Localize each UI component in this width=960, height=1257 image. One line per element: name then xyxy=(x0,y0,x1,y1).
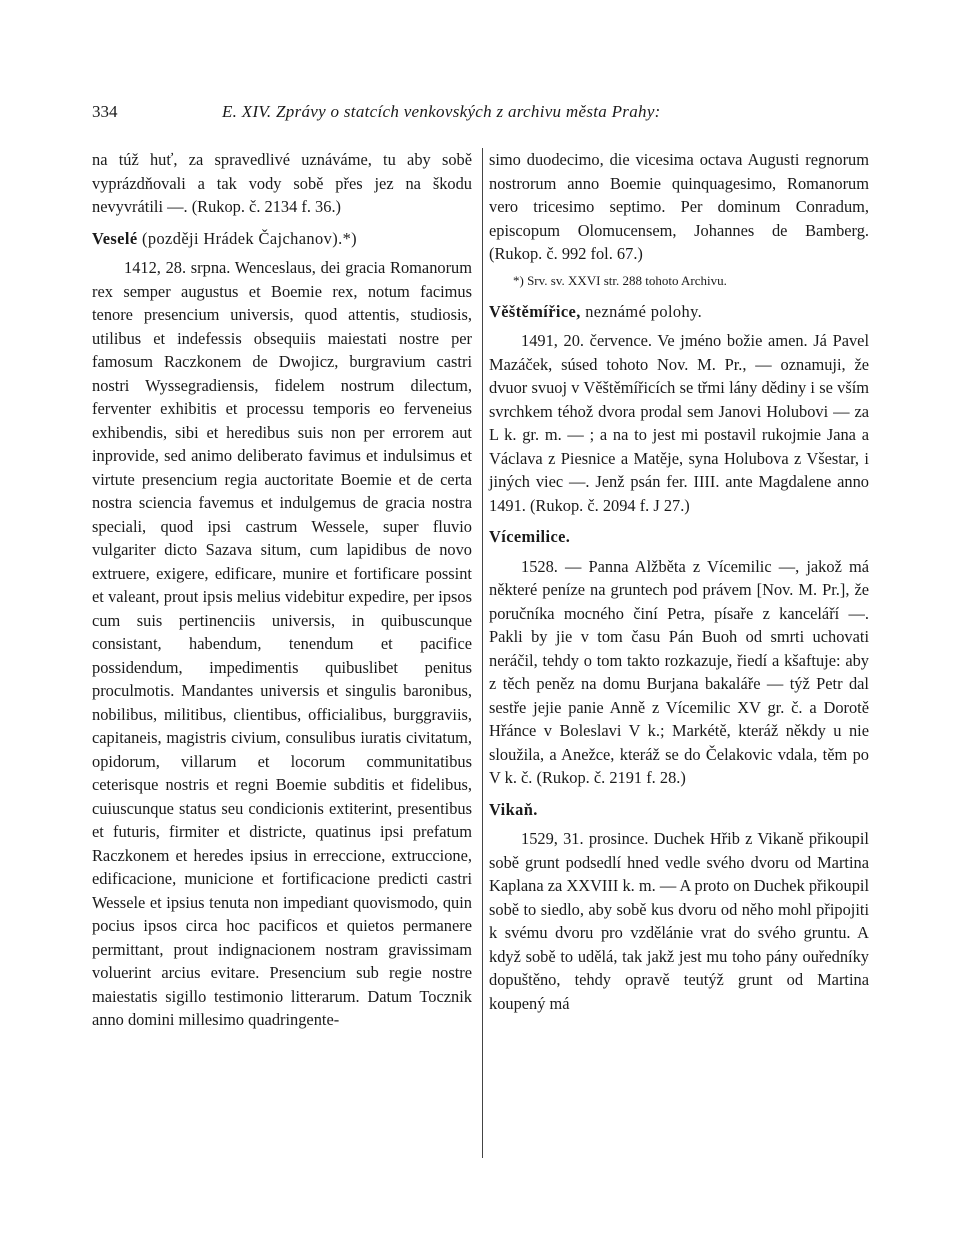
heading-subtitle: (později Hrádek Čajchanov).*) xyxy=(137,228,358,248)
left-column xyxy=(92,148,472,1032)
paragraph: 1412, 28. srpna. Wenceslaus, dei gracia Romanorum rex semper augustus et Boemie rex, notum facimus tenore presencium universis, quod attentis, studiosis, utilibus et indefessis obsequiis maiestati nostre per famosum Raczkonem de Dwojicz, burgravium castri nostri Wyssegradiensis, fidelem nostrum dilectum, ferventer exhibitis et processu temporis eo ferveneius exhibendis, sibi et heredibus suis non per errorem aut inprovide, sed animo deliberato favimus et indulsimus et virtute presencium regia auctoritate Boemie et de certa nostra sciencia favemus et indulgemus de gracia nostra speciali, quod ipsi castrum Wessele, super fluvio vulgariter dicto Sazava situm, cum lapidibus de novo extruere, exigere, edificare, munire et fortificare possint et valeant, prout ipsis melius videbitur expedire, per ipsos cum suis pertinenciis universis, in quibuscunque consistant, habendum, tenendum et pacifice possidendum, impedimentis quibuslibet penitus proculmotis. Mandantes universis et singulis baronibus, nobilibus, militibus, clientibus, officialibus, burggraviis, capitaneis, magistris civium, consulibus iuratis civitatum, opidorum, villarum et locorum communitatibus ceterisque nostris et regni Boemie subditis et fidelibus, cuiuscunque status seu condicionis extiterint, presentibus et futuris, firmiter et districte, quatinus ipsi prefatum Raczkonem et heredes ipsius in erreccione, extruccione, edificacione, municione et fortificacione predicti castri Wessele et ipsius tenuta non impediant quovismodo, quin pocius ipsos circa hoc pacificos et quietos permanere permittant, prout indignacionem nostram gravissimam voluerint arcius evitare. Presencium sub regie nostre maiestatis sigillo testimonio litterarum. Datum Tocznik anno domini millesimo quadringente- xyxy=(92,258,472,1029)
paragraph: 1491, 20. července. Ve jméno božie amen. Já Pavel Mazáček, súsed tohoto Nov. M. Pr., — oznamuji, že dvuor svuoj v Věštěmířicích se třmi lány dědiny i se vším svrchkem téhož dvora prodal sem Janovi Holubovi — za L k. gr. m. — ; a na to jest mi postavil rukojmie Jana a Václava z Piesnice a Matěje, syna Holubova z Všestar, i jiných viec —. Jenž psán fer. IIII. ante Magdalene anno 1491. (Rukop. č. 2094 f. J 27.) xyxy=(489,331,869,515)
paragraph: 1529, 31. prosince. Duchek Hřib z Vikaně přikoupil sobě grunt podsedlí hned vedle svého dvoru od Martina Kaplana za XXVIII k. m. — A proto on Duchek přikoupil sobě to siedlo, aby sobě kus dvoru od něho mohl připojiti k svému dvoru pro vzdělánie vrat do svého gruntu. A když sobě to udělá, tak jakž jest mu toho pány ouředníky dopuštěno, tehdy opravě teutýž grunt od Martina koupený má xyxy=(489,829,869,1013)
paragraph: na túž huť, za spravedlivé uznáváme, tu aby sobě vyprázdňovali a tak vody sobě přes jez na škodu nevyvrátili —. (Rukop. č. 2134 f. 36.) xyxy=(92,150,472,216)
right-column xyxy=(489,148,869,1015)
heading-name: Veselé xyxy=(92,228,138,248)
running-title: E. XIV. Zprávy o statcích venkovských z archivu města Prahy: xyxy=(222,102,661,121)
section-heading-vestemirice xyxy=(489,300,869,324)
heading-name: Věštěmířice, xyxy=(489,301,581,321)
section-heading-vikan: Vikaň. xyxy=(489,799,538,819)
paragraph: simo duodecimo, die vicesima octava Augusti regnorum nostrorum anno Boemie quinquagesimo, Romanorum vero tricesimo septimo. Per dominum Conradum, episcopum Olomucensem, Johannes de Bamberg. (Rukop. č. 992 fol. 67.) xyxy=(489,150,869,263)
paragraph: 1528. — Panna Alžběta z Vícemilic —, jakož má některé peníze na gruntech pod právem [Nov. M. Pr.], že poručníka mocného činí Petra, písaře z kanceláří —. Pakli by jie v tom času Pán Buoh od smrti uchovati neráčil, tehdy o tom takto rozkazuje, řiedí a kšaftuje: aby z těch peněz na domu Burjana bakaláře — týž Petr dal sestře jejie panie Anně z Vícemilic XV gr. č. a Dorotě Hřánce v Boleslavi V k.; Markétě, kteráž někdy u nie sloužila, a Anežce, kteráž se do Čelakovic vdala, těm po V k. č. (Rukop. č. 2191 f. 28.) xyxy=(489,556,869,787)
section-heading-vicemilice: Vícemilice. xyxy=(489,527,571,546)
page-number: 334 xyxy=(92,102,118,121)
heading-subtitle: neznámé polohy. xyxy=(580,301,703,321)
section-heading-vesele xyxy=(92,227,472,251)
page-header xyxy=(92,102,872,128)
footnote: *) Srv. sv. XXVI str. 288 tohoto Archivu. xyxy=(513,272,727,288)
column-divider xyxy=(482,148,483,1158)
